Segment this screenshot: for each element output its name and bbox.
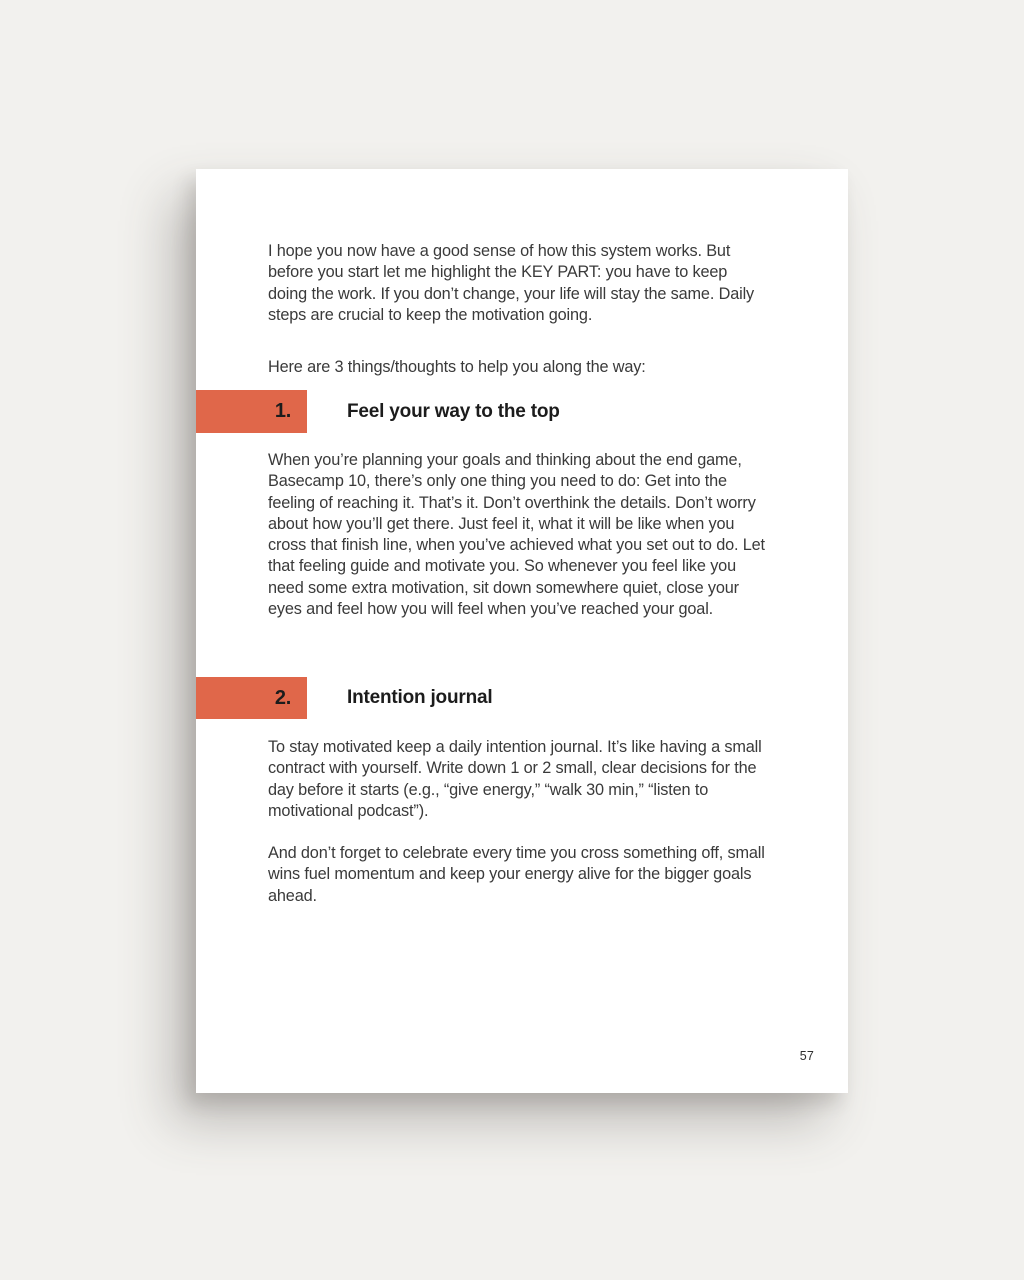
lead-in-line: Here are 3 things/thoughts to help you along the way: [268,358,646,376]
section-1-title: Feel your way to the top [347,401,560,422]
section-2-paragraph-1: To stay motivated keep a daily intention journal. It’s like having a small contract with yourself. Write down 1 or 2 small, clear decisions for the day before it starts (e.g., “give energy,” “walk 30 min,” “listen to motivational podcast”). [268,738,762,820]
section-1-number: 1. [274,400,291,422]
intro-paragraph: I hope you now have a good sense of how this system works. But before you start let me highlight the KEY PART: you have to keep doing the work. If you don’t change, your life will stay the same. Daily steps are crucial to keep the motivation going. [268,242,755,324]
section-1-number-tab [196,390,307,433]
section-2-paragraph-2: And don’t forget to celebrate every time you cross something off, small wins fuel momentum and keep your energy alive for the bigger goals ahead. [268,844,765,905]
book-page [196,169,848,1093]
section-2-title: Intention journal [347,687,493,708]
section-2-number: 2. [274,687,291,709]
page-number: 57 [799,1049,814,1063]
section-1-paragraph: When you’re planning your goals and thinking about the end game, Basecamp 10, there’s only one thing you need to do: Get into the feeling of reaching it. That’s it. Don’t overthink the details. Don’t worry about how you’ll get there. Just feel it, what it will be like when you cross that finish line, when you’ve achieved what you set out to do. Let that feeling guide and motivate you. So whenever you feel like you need some extra motivation, sit down somewhere quiet, close your eyes and feel how you will feel when you’ve reached your goal. [268,451,765,619]
section-2-number-tab [196,677,307,719]
